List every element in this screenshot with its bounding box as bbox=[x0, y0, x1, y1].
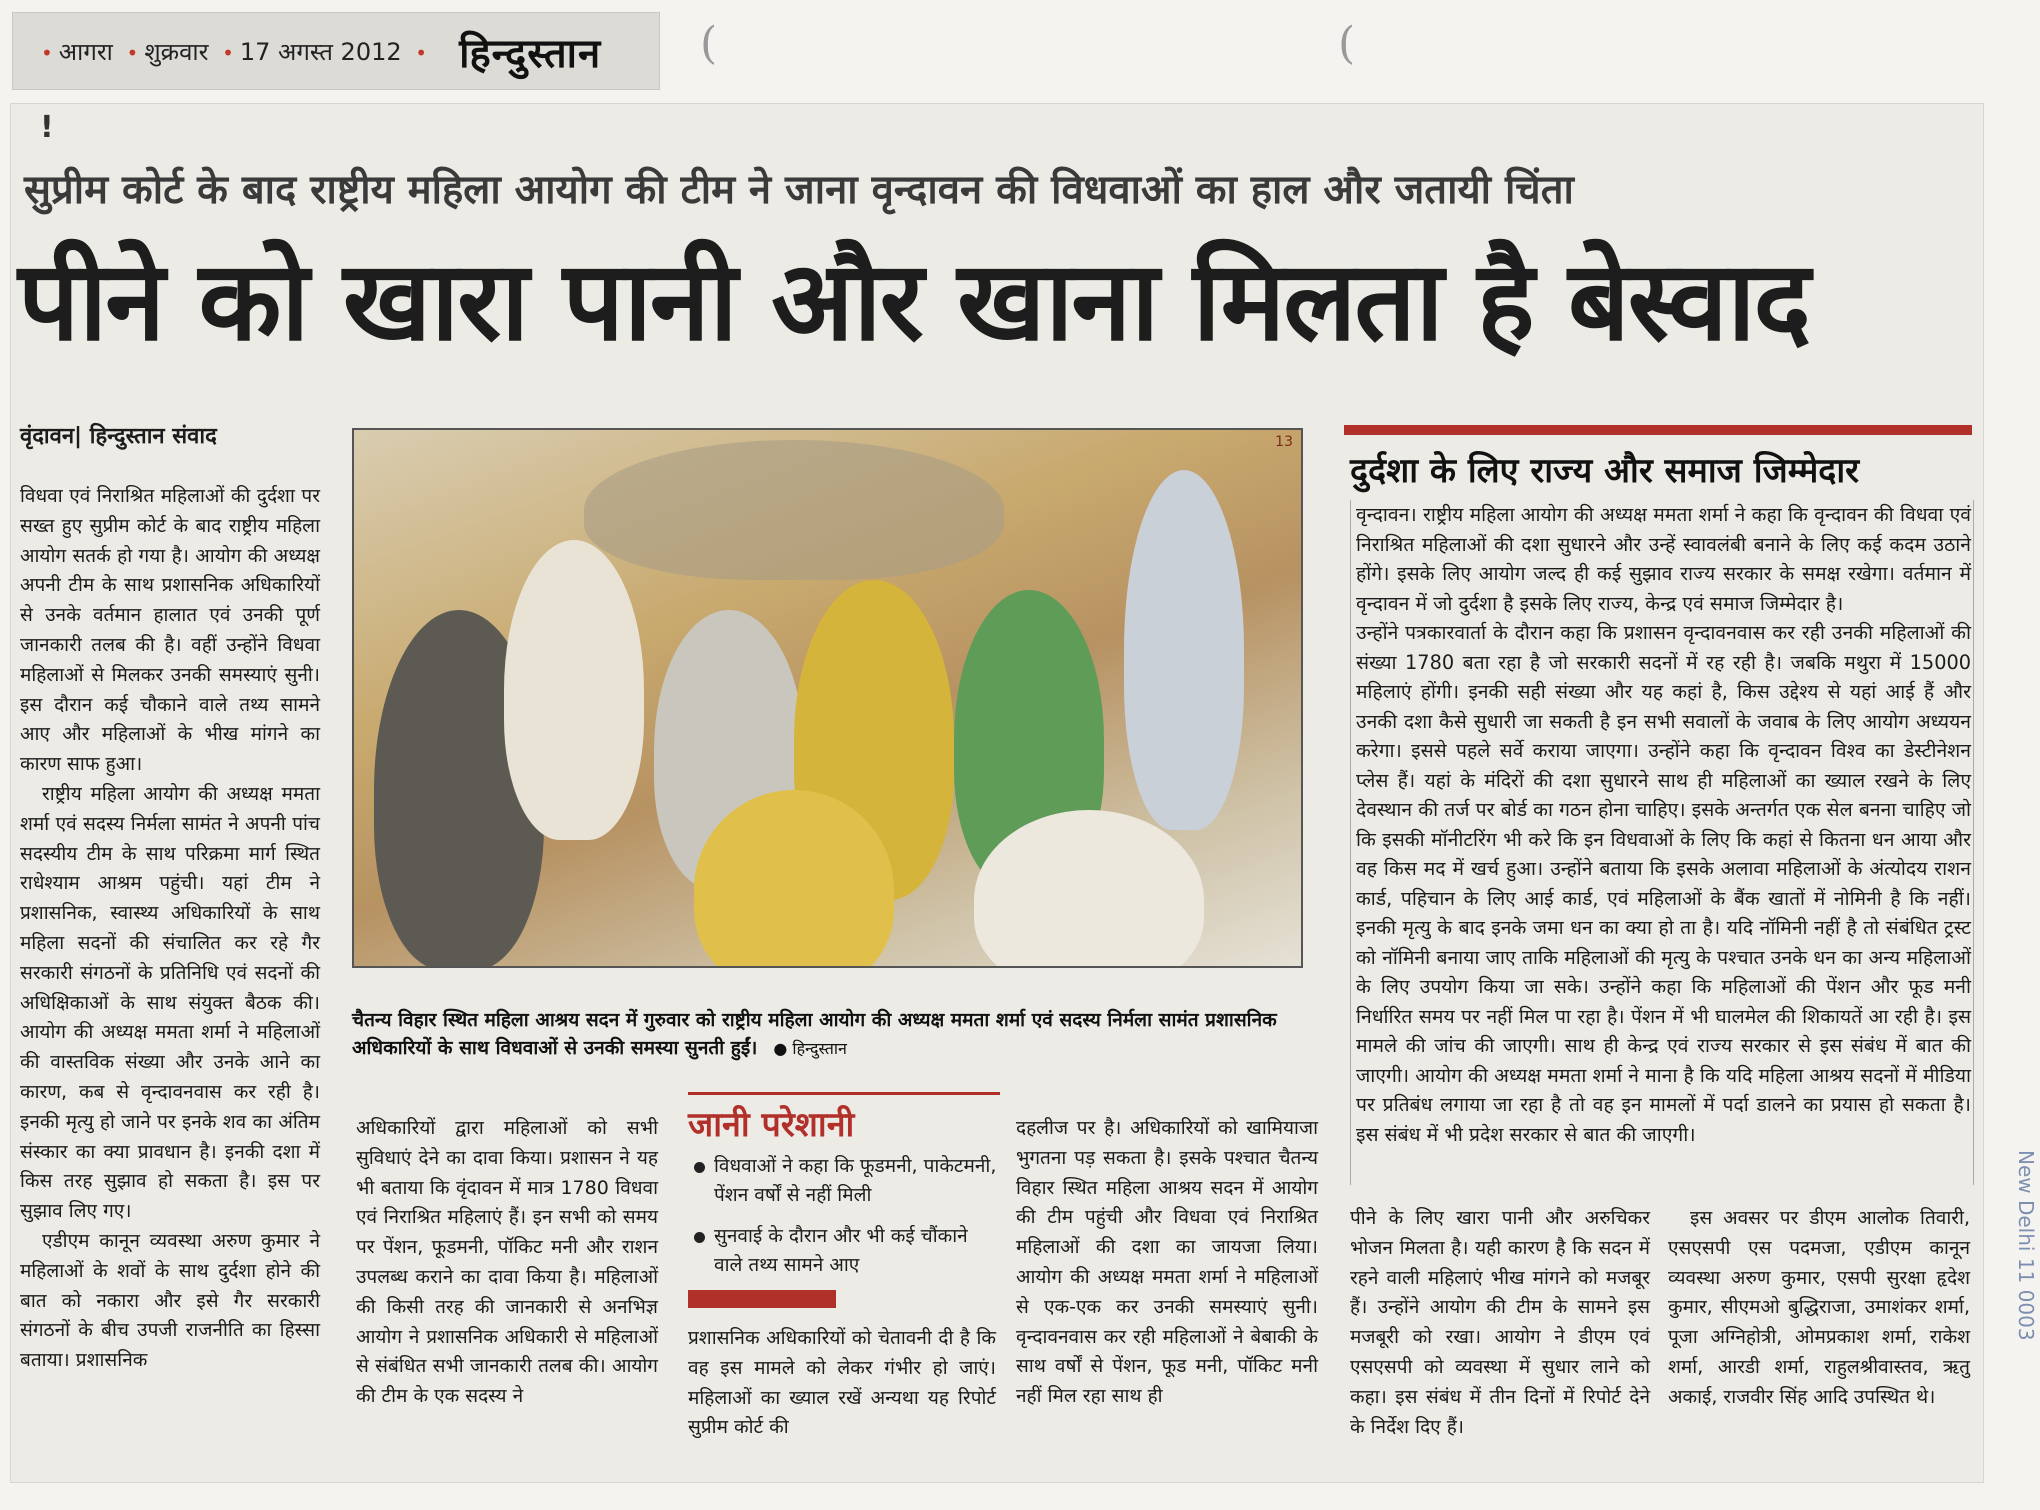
paragraph: इस अवसर पर डीएम आलोक तिवारी, एसएसपी एस पदमजा, एडीएम कानून व्यवस्था अरुण कुमार, एसपी सुरक्षा हृदेश कुमार, सीएमओ बुद्धिराजा, उमाशंकर शर्मा, पूजा अग्निहोत्री, ओमप्रकाश शर्मा, राकेश शर्मा, आरडी शर्मा, राहुलश्रीवास्तव, ऋतु अकाई, राजवीर सिंह आदि उपस्थित थे। bbox=[1668, 1207, 1970, 1408]
sidebar-heading: दुर्दशा के लिए राज्य और समाज जिम्मेदार bbox=[1350, 451, 1860, 491]
paragraph: पीने के लिए खारा पानी और अरुचिकर भोजन मिलता है। यही कारण है कि सदन में रहने वाली महिलाएं भीख मांगने को मजबूर हैं। उन्होंने आयोग की टीम के सामने इस मजबूरी को रखा। आयोग ने डीएम एवं एसएसपी को व्यवस्था में सुधार लाने को कहा। इस संबंध में तीन दिनों में रिपोर्ट देने के निर्देश दिए हैं। bbox=[1350, 1207, 1650, 1438]
box-item: विधवाओं ने कहा कि फूडमनी, पाकेटमनी, पेंशन वर्षों से नहीं मिली bbox=[690, 1152, 1000, 1210]
date: 17 अगस्त 2012 bbox=[239, 37, 402, 66]
library-stamp: New Delhi 11 0003 bbox=[2014, 1150, 2038, 1341]
paragraph: वृन्दावन। राष्ट्रीय महिला आयोग की अध्यक्ष ममता शर्मा ने कहा कि वृन्दावन की विधवा एवं निराश्रित महिलाओं की दशा सुधारने और उन्हें स्वावलंबी बनाने के लिए कई कदम उठाने होंगे। इसके लिए आयोग जल्द ही कई सुझाव राज्य सरकार के समक्ष रखेगा। वर्तमान में वृन्दावन में जो दुर्दशा है इसके लिए राज्य, केन्द्र एवं समाज जिम्मेदार है। bbox=[1356, 503, 1971, 615]
paragraph: दहलीज पर है। अधिकारियों को खामियाजा भुगतना पड़ सकता है। इसके पश्चात चैतन्य विहार स्थित महिला आश्रय सदन में आयोग की टीम पहुंची और विधवा एवं निराश्रित महिलाओं की दशा का जायजा लिया। आयोग की अध्यक्ष ममता शर्मा ने महिलाओं से एक-एक कर उनकी समस्याएं सुनी। वृन्दावनवास कर रही महिलाओं ने बेबाकी के साथ वर्षों से पेंशन, फूड मनी, पॉकिट मनी नहीं मिल रहा साथ ही bbox=[1016, 1117, 1318, 1408]
caption-text: चैतन्य विहार स्थित महिला आश्रय सदन में गुरुवार को राष्ट्रीय महिला आयोग की अध्यक्ष ममता शर्मा एवं सदस्य निर्मला सामंत प्रशासनिक अधिकारियों के साथ विधवाओं से उनकी समस्या सुनती हुईं। bbox=[352, 1009, 1277, 1059]
photo-figure bbox=[1124, 470, 1244, 830]
photo-tag: 13 bbox=[1275, 434, 1293, 450]
article-column-1 bbox=[20, 482, 320, 1376]
paragraph: अधिकारियों द्वारा महिलाओं को सभी सुविधाएं देने का दावा किया। प्रशासन ने यह भी बताया कि वृंदावन में मात्र 1780 विधवा एवं निराश्रित महिलाएं हैं। इन सभी को समय पर पेंशन, फूडमनी, पॉकिट मनी और राशन उपलब्ध कराने का दावा किया है। महिलाओं की किसी तरह की जानकारी से अनभिज्ञ आयोग ने प्रशासनिक अधिकारी से महिलाओं से संबंधित सभी जानकारी तलब की। आयोग की टीम के एक सदस्य ने bbox=[356, 1117, 658, 1408]
city: आगरा bbox=[58, 37, 113, 66]
dateline bbox=[35, 35, 433, 68]
newspaper-name: हिन्दुस्तान bbox=[459, 29, 602, 77]
article-column-3 bbox=[688, 1324, 996, 1443]
day: शुक्रवार bbox=[144, 37, 209, 66]
article-column-2 bbox=[356, 1114, 658, 1412]
photo-credit: ● हिन्दुस्तान bbox=[773, 1039, 847, 1058]
paragraph: उन्होंने पत्रकारवार्ता के दौरान कहा कि प्रशासन वृन्दावनवास कर रही उनकी महिलाओं की संख्या 1780 बता रहा है जो सरकारी सदनों में रह रही है। जबकि मथुरा में 15000 महिलाएं होंगी। इनकी सही संख्या और यह कहां है, किस उद्देश्य से यहां आई हैं और उनकी दशा कैसे सुधारी जा सकती है इन सभी सवालों के जवाब के लिए आयोग अध्ययन करेगा। इससे पहले सर्वे कराया जाएगा। उन्होंने कहा कि वृन्दावन विश्व का डेस्टीनेशन प्लेस हैं। यहां के मंदिरों की दशा सुधारने साथ ही महिलाओं का ख्याल रखने के लिए देवस्थान की तर्ज पर बोर्ड का गठन होना चाहिए। इसके अन्तर्गत एक सेल बनना चाहिए जो कि इसकी मॉनीटरिंग भी करे कि इन विधवाओं के लिए कि कहां से कितना धन आया और वह किस मद में खर्च हुआ। उन्होंने बताया कि इसके अलावा महिलाओं के अंत्योदय राशन कार्ड, पहिचान के लिए आई कार्ड, एवं महिलाओं के बैंक खातों में नोमिनी है कि नहीं। इनकी मृत्यु के बाद इनके जमा धन का क्या हो ता है। यदि नॉमिनी नहीं है तो संबंधित ट्रस्ट को नॉमिनी बनाया जाए ताकि महिलाओं की मृत्यु के पश्चात उनके धन का अन्य महिलाओं के लिए उपयोग किया जा सके। उन्होंने कहा कि महिलाओं की पेंशन और फूड मनी निर्धारित समय पर नहीं मिल पा रहा है। पेंशन में भी घालमेल की शिकायतें आ रही है। इस मामले की जांच की जाएगी। साथ ही केन्द्र एवं राज्य सरकार से इस संबंध में बात की जाएगी। आयोग की अध्यक्ष ममता शर्मा ने माना है कि यदि महिला आश्रय सदनों में मीडिया पर प्रतिबंध लगाया जा रहा है तो वह इन मामलों में पर्दा डालने का प्रयास हो सकता है। इस संबंध में भी प्रदेश सरकार से बात की जाएगी। bbox=[1356, 621, 1971, 1146]
article-column-5 bbox=[1350, 1204, 1650, 1442]
box-title: जानी परेशानी bbox=[688, 1105, 855, 1145]
box-rule bbox=[688, 1092, 1000, 1095]
sidebar-rule bbox=[1344, 425, 1972, 435]
photo-caption bbox=[352, 1006, 1302, 1063]
paragraph: एडीएम कानून व्यवस्था अरुण कुमार ने महिलाओं के शवों के साथ दुर्दशा होने की बात को नकारा और इसे गैर सरकारी संगठनों के बीच उपजी राजनीति का हिस्सा बताया। प्रशासनिक bbox=[20, 1229, 320, 1372]
box-rule bbox=[688, 1290, 836, 1308]
paragraph: राष्ट्रीय महिला आयोग की अध्यक्ष ममता शर्मा एवं सदस्य निर्मला सामंत ने अपनी पांच सदस्यीय टीम के साथ परिक्रमा मार्ग स्थित राधेश्याम आश्रम पहुंची। यहां टीम ने प्रशासनिक, स्वास्थ्य अधिकारियों के साथ महिला सदनों की संचालित कर रहे गैर सरकारी संगठनों के प्रतिनिधि एवं सदनों की अधिक्षिकाओं के साथ संयुक्त बैठक की। आयोग की अध्यक्ष ममता शर्मा ने महिलाओं की वास्तविक संख्या और उनके आने का कारण, कब से वृन्दावनवास कर रही है। इनकी मृत्यु हो जाने पर इनके शव का अंतिम संस्कार का क्या प्रावधान है। इनकी दशा में किस तरह सुझाव हो सकता है। इस पर सुझाव लिए गए। bbox=[20, 782, 320, 1223]
article-byline: वृंदावन| हिन्दुस्तान संवाद bbox=[20, 424, 217, 449]
photo-figure bbox=[584, 440, 1004, 580]
box-list bbox=[690, 1152, 1000, 1292]
bullet-icon: • bbox=[415, 40, 428, 65]
box-item: सुनवाई के दौरान और भी कई चौंकाने वाले तथ्य सामने आए bbox=[690, 1222, 1000, 1280]
photo-figure bbox=[504, 540, 644, 840]
article-column-4 bbox=[1016, 1114, 1318, 1412]
bullet-icon: • bbox=[222, 40, 234, 65]
paragraph: विधवा एवं निराश्रित महिलाओं की दुर्दशा पर सख्त हुए सुप्रीम कोर्ट के बाद राष्ट्रीय महिला आयोग सतर्क हो गया है। आयोग की अध्यक्ष अपनी टीम के साथ प्रशासनिक अधिकारियों से उनके वर्तमान हालात एवं उनकी पूर्ण जानकारी तलब की है। वहीं उन्होंने विधवा महिलाओं से मिलकर उनकी समस्याएं सुनी। इस दौरान कई चौकाने वाले तथ्य सामने आए और महिलाओं के भीख मांगने का कारण साफ हुआ। bbox=[20, 485, 320, 776]
sidebar-text bbox=[1356, 500, 1971, 1149]
news-photo bbox=[352, 428, 1303, 968]
bracket-mark: ( bbox=[1338, 18, 1356, 69]
article-headline: पीने को खारा पानी और खाना मिलता है बेस्वाद bbox=[18, 237, 1809, 365]
page-fragment: ! bbox=[40, 110, 54, 145]
bracket-mark: ( bbox=[700, 18, 718, 69]
article-kicker: सुप्रीम कोर्ट के बाद राष्ट्रीय महिला आयोग की टीम ने जाना वृन्दावन की विधवाओं का हाल और जतायी चिंता bbox=[24, 167, 1574, 213]
masthead bbox=[12, 12, 660, 90]
bullet-icon: • bbox=[126, 40, 139, 65]
article-column-6 bbox=[1668, 1204, 1970, 1413]
bullet-icon: • bbox=[41, 40, 53, 65]
paragraph: प्रशासनिक अधिकारियों को चेतावनी दी है कि वह इस मामले को लेकर गंभीर हो जाएं। महिलाओं का ख्याल रखें अन्यथा यह रिपोर्ट सुप्रीम कोर्ट की bbox=[688, 1327, 996, 1439]
